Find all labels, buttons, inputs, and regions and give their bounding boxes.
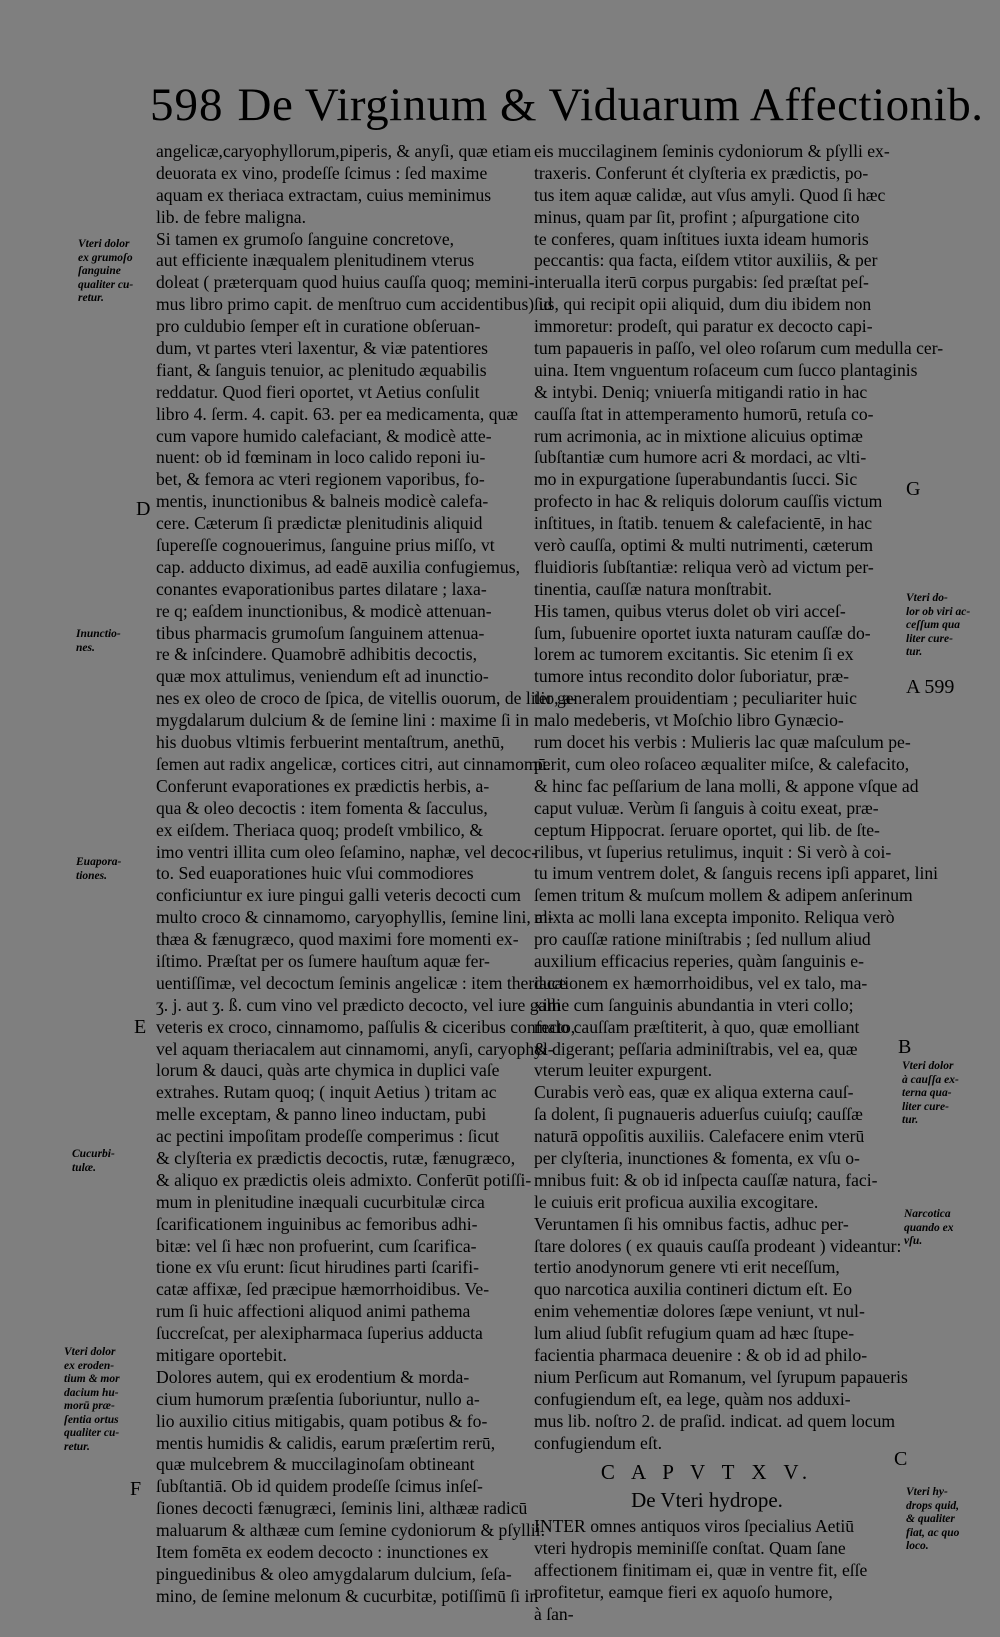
chapter-number: C A P V T X V. (600, 1460, 814, 1485)
text-line: thæa & fænugræco, quod maximi fore momenti ex- (156, 929, 519, 950)
text-line: ſcarificationem inguinibus ac femoribus adhi- (156, 1213, 478, 1234)
text-line: profecto in hac & reliquis dolorum cauſſis victum (534, 491, 883, 512)
text-line: mus lib. noſtro 2. de praſid. indicat. ad quem locum (534, 1410, 896, 1431)
text-line: lio auxilio citius mitigabis, quam potibus & fo- (156, 1410, 488, 1431)
text-line: interualla iterū corpus purgabis: ſed præſtat peſ- (534, 272, 869, 293)
section-marker: E (134, 1016, 147, 1038)
text-line: libro 4. ſerm. 4. capit. 63. per ea medicamenta, quæ (156, 403, 519, 424)
text-line: mygdalarum dulcium & de ſemine lini : maxime ſi in (156, 710, 529, 731)
text-line: facientia pharmaca deuenire : & ob id ad philo- (534, 1344, 868, 1365)
text-line: affectionem finitimam ei, quæ in ventre fit, eſſe (534, 1560, 868, 1581)
text-line: Curabis verò eas, quæ ex aliqua externa cauſ- (534, 1082, 854, 1103)
text-line: tinentia, cauſſæ natura monſtrabit. (534, 578, 772, 599)
text-line: ſemen tritum & muſcum mollem & adipem anſerinum (534, 885, 913, 906)
text-line: auxilium efficacius reperies, quàm ſanguinis e- (534, 950, 864, 971)
text-line: nes ex oleo de croco de ſpica, de vitellis ouorum, de lilio, a- (156, 688, 577, 709)
text-line: nium Perſicum aut Romanum, vel ſyrupum papaueris (534, 1366, 908, 1387)
text-line: eis muccilaginem ſeminis cydoniorum & pſylli ex- (534, 141, 890, 161)
text-line: melle exceptam, & panno lineo inductam, pubi (156, 1104, 487, 1125)
text-line: mino, de ſemine melonum & cucurbitæ, potiſſimū ſi in (156, 1585, 539, 1606)
text-line: verò cauſſa, optimi & multi nutrimenti, cæterum (534, 535, 874, 556)
left-column (156, 141, 577, 1608)
text-line: perit, cum oleo roſaceo æqualiter miſce, & calefacito, (534, 753, 910, 774)
text-line: confugiendum eſt, ea lege, quàm nos adduxi- (534, 1388, 851, 1409)
text-line: rum acrimonia, ac in mixtione alicuius optimæ (534, 425, 863, 446)
text-line: tus item aquæ calidæ, aut vſus amyli. Quod ſi hæc (534, 184, 886, 205)
margin-note: Vteri hy- drops quid, & qualiter fiat, ac quo loco. (906, 1486, 960, 1552)
text-line: tum papaueris in paſſo, vel oleo roſarum cum medulla cer- (534, 338, 944, 359)
margin-note: Vteri do- lor ob viri ac- ceſſum qua liter cure- tur. (906, 592, 971, 658)
running-title: De Virginum & Viduarum Affectionib. (237, 79, 984, 131)
text-line: quæ mox attulimus, veniendum eſt ad inunctio- (156, 666, 489, 687)
text-line: Conferunt evaporationes ex prædictis herbis, a- (156, 775, 490, 796)
text-line: uina. Item vnguentum roſaceum cum ſucco plantaginis (534, 359, 918, 380)
text-line: mentis humidis & calidis, earum præſertim rerū, (156, 1432, 496, 1453)
text-line: ſiones decocti fænugræci, ſeminis lini, althææ radicū (156, 1498, 528, 1519)
text-line: ſemen aut radix angelicæ, cortices citri, aut cinnamomū. (156, 753, 551, 774)
text-line: deuorata ex vino, prodeſſe ſcimus : ſed maxime (156, 162, 488, 183)
text-line: his duobus vltimis ferbuerint mentaſtrum, anethū, (156, 732, 505, 753)
text-line: veteris ex croco, cinnamomo, paſſulis & ciceribus confecto, (156, 1016, 576, 1037)
text-line: re q; eaſdem inunctionibus, & modicè attenuan- (156, 600, 492, 621)
text-line: mus libro primo capit. de menſtruo cum accidentibus) id (156, 294, 553, 315)
text-line: ſupereſſe cognouerimus, ſanguine prius miſſo, vt (156, 535, 495, 556)
text-line: à ſan- (534, 1604, 574, 1624)
text-line: cere. Cæterum ſi prædictæ plenitudinis aliquid (156, 513, 483, 534)
text-line: caput vuluæ. Verùm ſi ſanguis à coitu exeat, præ- (534, 797, 879, 818)
text-line: mo in expurgatione ſuperabundantis ſucci. Sic (534, 469, 858, 490)
text-line: maluarum & althææ cum ſemine cydoniorum & pſyllii. (156, 1520, 545, 1541)
text-line: conantes evaporationibus partes dilatare ; laxa- (156, 578, 487, 599)
text-line: Item fomēta ex eodem decocto : inunctiones ex (156, 1542, 489, 1562)
text-line: & clyſteria ex prædictis decoctis, rutæ, fænugræco, (156, 1147, 516, 1168)
text-line: ſubſtantiæ cum humore acri & mordaci, ac vlti- (534, 447, 867, 468)
text-line: INTER omnes antiquos viros ſpecialius Aetiū (534, 1516, 855, 1537)
text-line: ter generalem prouidentiam ; peculiariter huic (534, 688, 857, 709)
text-line: angelicæ,caryophyllorum,piperis, & anyſi, quæ etiam (156, 141, 532, 161)
text-line: pro culdubio ſemper eſt in curatione obſeruan- (156, 316, 481, 337)
chapter-text (534, 1516, 880, 1625)
text-line: pinguedinibus & oleo amygdalarum dulcium, ſeſa- (156, 1563, 512, 1584)
text-line: enim vehementiæ dolores ſæpe veniunt, vt nul- (534, 1301, 865, 1322)
text-line: lib. de febre maligna. (156, 206, 306, 227)
text-line: iſtimo. Præſtat per os ſumere hauſtum aquæ fer- (156, 950, 490, 971)
text-line: tertio anodynorum genere vti erit neceſſum, (534, 1257, 840, 1278)
text-line: vterum leuiter expurgent. (534, 1060, 712, 1081)
text-line: aut efficiente inæqualem plenitudinem vterus (156, 250, 475, 271)
text-line: lorem ac tumorem excitantis. Sic etenim ſi ex (534, 644, 854, 665)
text-line: profitetur, eamque fieri ex aquoſo humore, (534, 1582, 833, 1603)
text-line: cap. adducto diximus, ad eadē auxilia confugiemus, (156, 556, 520, 577)
section-marker: C (894, 1448, 908, 1470)
text-line: reddatur. Quod fieri oportet, vt Aetius conſulit (156, 381, 480, 402)
text-line: malo medeberis, vt Moſchio libro Gynæcio- (534, 710, 844, 731)
text-line: doleat ( præterquam quod huius cauſſa quoq; memini- (156, 272, 535, 293)
text-line: immoretur: prodeſt, qui paratur ex decocto capi- (534, 316, 873, 337)
text-line: imo ventri illita cum oleo ſeſamino, naphæ, vel decoc- (156, 841, 538, 862)
text-line: minus, quam par ſit, profint ; aſpurgatione cito (534, 206, 860, 227)
section-marker: B (898, 1036, 912, 1058)
text-line: Veruntamen ſi his omnibus factis, adhuc per- (534, 1213, 849, 1234)
text-line: peccantis: qua facta, eiſdem vtitor auxiliis, & per (534, 250, 878, 271)
text-line: ſtare dolores ( ex quauis cauſſa prodeant ) videantur: (534, 1235, 902, 1256)
chapter-title: De Vteri hydrope. (631, 1488, 783, 1513)
text-line: per clyſteria, inunctiones & fomenta, ex vſu o- (534, 1147, 860, 1168)
section-marker: F (130, 1478, 142, 1500)
text-line: & intybi. Deniq; vniuerſa mitigandi ratio in hac (534, 381, 868, 402)
text-line: His tamen, quibus vterus dolet ob viri acceſ- (534, 600, 846, 621)
text-line: tumore intus recondito dolor ſuboriatur, præ- (534, 666, 849, 687)
text-line: lorum & dauci, quàs arte chymica in duplici vaſe (156, 1060, 500, 1081)
text-line: conficiuntur ex iure pingui galli veteris decocti cum (156, 885, 521, 906)
margin-note: Vteri dolor ex grumoſo ſanguine qualiter cu- retur. (78, 238, 134, 304)
text-line: ſuccreſcat, per alexipharmaca ſuperius adducta (156, 1323, 483, 1344)
margin-note: Inunctio- nes. (76, 628, 121, 654)
text-line: malo cauſſam præſtiterit, à quo, quæ emolliant (534, 1016, 860, 1037)
text-line: Si tamen ex grumoſo ſanguine concretove, (156, 228, 455, 249)
text-line: rilibus, vt ſuperius retulimus, inquit : Si verò à coi- (534, 841, 892, 862)
text-line: ſa dolent, ſi pugnaueris aduerſus cuiuſq; cauſſæ (534, 1104, 863, 1125)
text-line: cium humorum præſentia ſuboriuntur, nullo a- (156, 1388, 480, 1409)
margin-note: Vteri dolor à cauſſa ex- terna qua- liter cure- tur. (902, 1060, 959, 1126)
text-line: vel aquam theriacalem aut cinnamomi, anyſi, caryophyl- (156, 1038, 554, 1059)
text-line: ac pectini impoſitam prodeſſe comperimus : ſicut (156, 1126, 499, 1147)
text-line: ex eiſdem. Theriaca quoq; prodeſt vmbilico, & (156, 819, 484, 840)
margin-note: Euapora- tiones. (76, 856, 122, 882)
margin-note: Cucurbi- tulæ. (72, 1148, 115, 1174)
text-line: tione ex vſu erunt: ſicut hirudines parti ſcarifi- (156, 1257, 479, 1278)
text-line: quæ mulcebrem & muccilaginoſam obtineant (156, 1454, 475, 1475)
text-line: ſubſtantiā. Ob id quidem prodeſſe ſcimus inſeſ- (156, 1476, 483, 1497)
text-line: uentiſſimæ, vel decoctum ſeminis angelicæ : item theriacæ (156, 972, 567, 993)
text-line: catæ affixæ, ſed præcipue hæmorrhoidibus. Ve- (156, 1279, 490, 1300)
text-line: naturā oppoſitis auxiliis. Calefacere enim vterū (534, 1126, 865, 1147)
page-header (150, 78, 984, 138)
text-line: Dolores autem, qui ex erodentium & morda- (156, 1366, 470, 1387)
text-line: qua & oleo decoctis : item fomenta & ſacculus, (156, 797, 488, 818)
text-line: quo narcotica auxilia contineri dictum eſt. Eo (534, 1279, 853, 1300)
text-line: mum in plenitudine inæquali cucurbitulæ circa (156, 1191, 485, 1212)
text-line: le cuiuis erit proficua auxilia excogitare. (534, 1191, 819, 1212)
text-line: rum ſi huic affectioni aliquod animi pathema (156, 1301, 471, 1322)
text-line: extrahes. Rutam quoq; ( inquit Aetius ) tritam ac (156, 1082, 497, 1103)
text-line: mnibus fuit: & ob id inſpecta cauſſæ natura, faci- (534, 1169, 878, 1190)
text-line: cum vapore humido calefaciant, & modicè atte- (156, 425, 492, 446)
text-line: & aliquo ex prædictis oleis admixto. Conferūt potiſſi- (156, 1169, 532, 1190)
text-line: mitigare oportebit. (156, 1344, 287, 1365)
text-line: confugiendum eſt. (534, 1432, 663, 1453)
text-line: lum aliud ſubſit refugium quam ad hæc ſtupe- (534, 1323, 855, 1344)
section-marker: D (136, 498, 151, 520)
text-line: xime cum ſanguinis abundantia in vteri collo; (534, 994, 854, 1015)
page-number: 598 (150, 79, 224, 131)
margin-note: Narcotica quando ex vſu. (904, 1208, 954, 1247)
text-line: vteri hydropis meminiſſe conſtat. Quam ſane (534, 1538, 846, 1559)
text-line: re & inſcindere. Quamobrē adhibitis decoctis, (156, 644, 477, 665)
text-line: & digerant; peſſaria adminiſtrabis, vel ea, quæ (534, 1038, 858, 1059)
text-line: mixta ac molli lana excepta imponito. Reliqua verò (534, 907, 895, 928)
text-line: bet, & femora ac vteri regionem vaporibus, fo- (156, 469, 485, 490)
text-line: fiant, & ſanguis tenuior, ac plenitudo æquabilis (156, 359, 487, 380)
text-line: ſum, ſubuenire oportet iuxta naturam cauſſæ do- (534, 622, 871, 643)
text-line: traxeris. Conferunt ét clyſteria ex prædictis, po- (534, 162, 869, 183)
text-line: pro cauſſæ ratione miniſtrabis ; ſed nullum aliud (534, 929, 871, 950)
text-line: bitæ: vel ſi hæc non profuerint, cum ſcarifica- (156, 1235, 477, 1256)
text-line: aquam ex theriaca extractam, cuius meminimus (156, 184, 492, 205)
text-line: ceptum Hippocrat. ſeruare oportet, qui lib. de ſte- (534, 819, 880, 840)
text-line: tu imum ventrem dolet, & ſanguis recens ipſi apparet, lini (534, 863, 939, 884)
text-line: dum, vt partes vteri laxentur, & viæ patentiores (156, 338, 489, 359)
text-line: mentis, inunctionibus & balneis modicè calefa- (156, 491, 489, 512)
text-line: inſtitues, in ſtatib. tenuem & calefacientē, in hac (534, 513, 873, 534)
margin-note: Vteri dolor ex eroden- tium & mor dacium hu- morū præ- ſentia ortus qualiter cu- retur. (64, 1346, 120, 1453)
text-line: to. Sed euaporationes huic vſui commodiores (156, 863, 474, 884)
text-line: ductionem ex hæmorrhoidibus, vel ex talo, ma- (534, 972, 868, 993)
text-line: multo croco & cinnamomo, caryophyllis, ſemine lini, al- (156, 907, 554, 928)
text-line: te conferes, quam inſtitues iuxta ideam humoris (534, 228, 869, 249)
text-line: tibus pharmacis grumoſum ſanguinem attenua- (156, 622, 485, 643)
text-line: rum docet his verbis : Mulieris lac quæ maſculum pe- (534, 732, 911, 753)
text-line: cauſſa ſtat in attemperamento humorū, retuſa co- (534, 403, 874, 424)
section-marker: A 599 (906, 676, 955, 698)
section-marker: G (906, 478, 921, 500)
text-line: ſus, qui recipit opii aliquid, dum diu ibidem non (534, 294, 872, 315)
text-line: ʒ. j. aut ʒ. ß. cum vino vel prædicto decocto, vel iure galli (156, 994, 562, 1015)
text-line: & hinc fac peſſarium de lana molli, & appone vſque ad (534, 775, 919, 796)
text-line: nuent: ob id fœminam in loco calido reponi iu- (156, 447, 486, 468)
text-line: fluidioris ſubſtantiæ: reliqua verò ad victum per- (534, 556, 874, 577)
